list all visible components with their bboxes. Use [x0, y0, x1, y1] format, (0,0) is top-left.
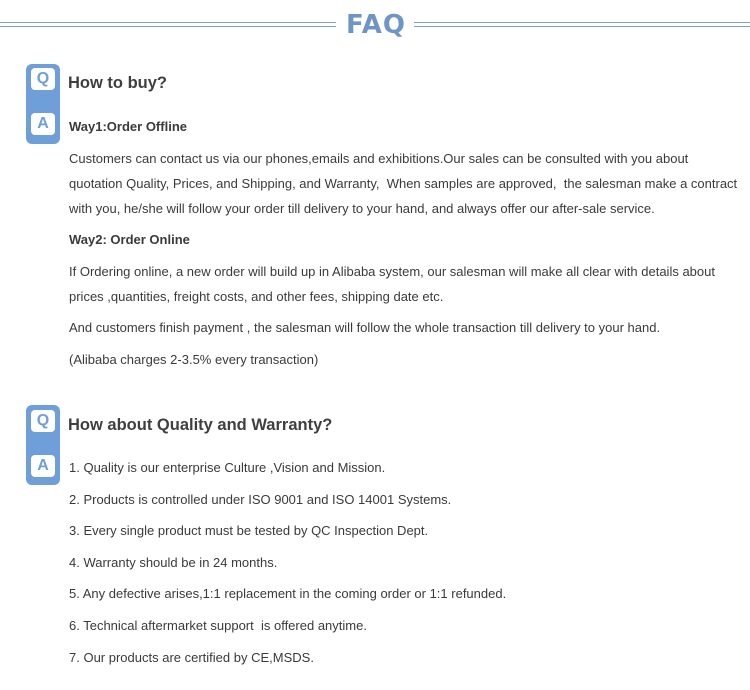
list-item: 5. Any defective arises,1:1 replacement in the coming order or 1:1 refunded.	[69, 586, 507, 601]
header-rule-left-top	[0, 22, 336, 23]
q-badge-icon: Q	[31, 68, 55, 90]
way1-paragraph: Customers can contact us via our phones,emails and exhibitions.Our sales can be consulted with you about quotation Quality, Prices, and Shipping, and Warranty, When samples are approved, the salesman make a contract with you, he/she will follow your order till delivery to your hand, and always offer our after-sale service.	[69, 151, 741, 216]
list-item: 7. Our products are certified by CE,MSDS.	[69, 650, 314, 665]
a-badge-icon: A	[31, 113, 55, 135]
list-item: 4. Warranty should be in 24 months.	[69, 555, 278, 570]
way2-paragraph: If Ordering online, a new order will build up in Alibaba system, our salesman will make all clear with details about prices ,quantities, freight costs, and other fees, shipping date etc.	[69, 264, 719, 304]
way2-note: (Alibaba charges 2-3.5% every transaction)	[69, 352, 319, 367]
faq-header	[0, 0, 750, 52]
question-heading: How to buy?	[68, 74, 167, 92]
header-rule-left-bottom	[0, 26, 336, 27]
list-item: 6. Technical aftermarket support is offered anytime.	[69, 618, 367, 633]
page-title: FAQ	[345, 10, 406, 40]
header-rule-right-top	[414, 22, 750, 23]
way2-heading: Way2: Order Online	[69, 232, 190, 247]
list-item: 2. Products is controlled under ISO 9001 and ISO 14001 Systems.	[69, 492, 452, 507]
way1-heading: Way1:Order Offline	[69, 119, 187, 134]
list-item: 1. Quality is our enterprise Culture ,Vision and Mission.	[69, 460, 386, 475]
way2-paragraph-2: And customers finish payment , the salesman will follow the whole transaction till delivery to your hand.	[69, 320, 661, 335]
q-badge-icon: Q	[31, 410, 55, 432]
question-heading: How about Quality and Warranty?	[68, 416, 333, 434]
a-badge-icon: A	[31, 455, 55, 477]
list-item: 3. Every single product must be tested by QC Inspection Dept.	[69, 523, 429, 538]
header-rule-right-bottom	[414, 26, 750, 27]
